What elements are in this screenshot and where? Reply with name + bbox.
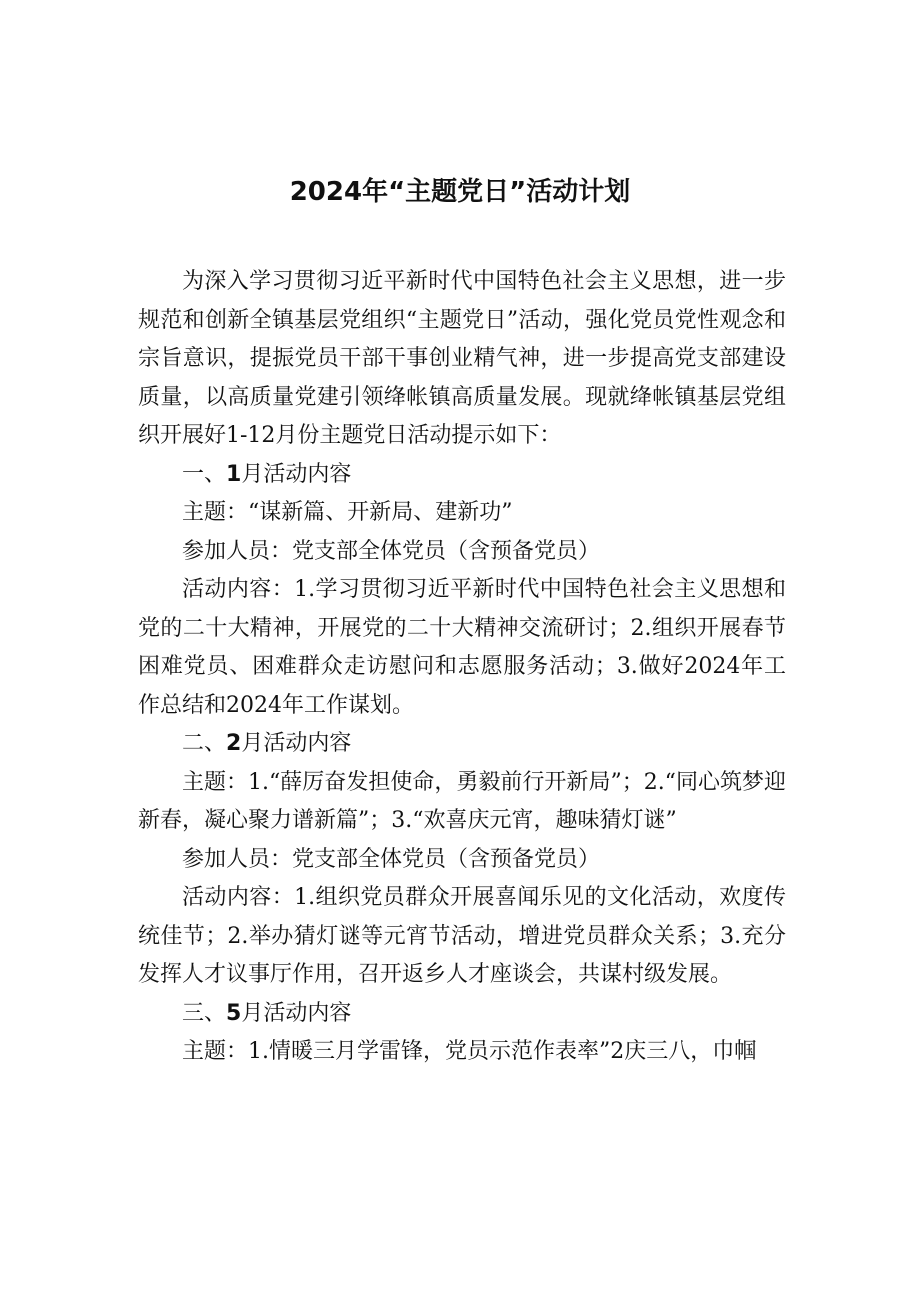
section-participants: 参加人员：党支部全体党员（含预备党员） (182, 846, 601, 872)
section-heading-prefix: 二、 (182, 731, 227, 756)
section-heading-num: 5 (226, 1000, 242, 1026)
section-theme: 主题：1.“薛厉奋发担使命，勇毅前行开新局”；2.“同心筑梦迎新春，凝心聚力谱新篇”；3.“欢喜庆元宵，趣味猜灯谜” (138, 769, 786, 833)
section-heading-suffix: 月活动内容 (241, 731, 352, 756)
section-heading-1 (138, 456, 786, 495)
section-participants: 参加人员：党支部全体党员（含预备党员） (182, 538, 601, 564)
section-heading-num: 1 (226, 461, 242, 487)
document-title: 2024年“主题党日”活动计划 (289, 177, 631, 207)
section-heading-prefix: 三、 (182, 1000, 227, 1026)
section-heading-3 (138, 995, 786, 1034)
intro-paragraph: 为深入学习贯彻习近平新时代中国特色社会主义思想，进一步规范和创新全镇基层党组织“主题党日”活动，强化党员党性观念和宗旨意识，提振党员干部干事创业精气神，进一步提高党支部建设质量，以高质量党建引领绛帐镇高质量发展。现就绛帐镇基层党组织开展好1-12月份主题党日活动提示如下： (138, 269, 786, 448)
section-theme: 主题：1.情暖三月学雷锋，党员示范作表率”2庆三八，巾帼 (182, 1039, 757, 1064)
section-heading-suffix: 月活动内容 (241, 1000, 352, 1026)
section-content: 活动内容：1.学习贯彻习近平新时代中国特色社会主义思想和党的二十大精神，开展党的二十大精神交流研讨；2.组织开展春节困难党员、困难群众走访慰问和志愿服务活动；3.做好2024年工作总结和2024年工作谋划。 (138, 577, 786, 718)
section-heading-prefix: 一、 (182, 461, 227, 487)
section-heading-2 (138, 725, 786, 764)
section-theme: 主题：“谋新篇、开新局、建新功” (182, 500, 513, 525)
document-body (138, 263, 786, 1072)
section-heading-num: 2 (226, 731, 242, 756)
section-heading-suffix: 月活动内容 (241, 461, 352, 487)
section-content: 活动内容：1.组织党员群众开展喜闻乐见的文化活动，欢度传统佳节；2.举办猜灯谜等元宵节活动，增进党员群众关系；3.充分发挥人才议事厅作用，召开返乡人才座谈会，共谋村级发展。 (138, 885, 786, 987)
